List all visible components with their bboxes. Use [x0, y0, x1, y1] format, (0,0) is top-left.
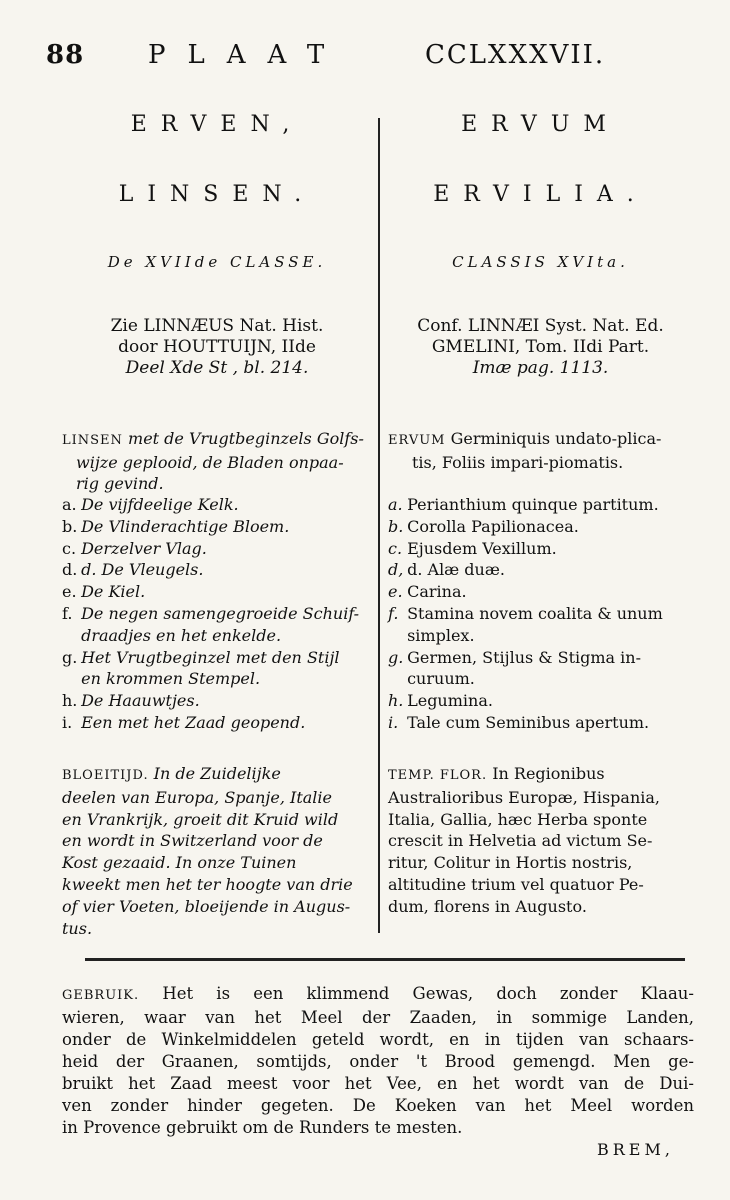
flowering-line: of vier Voeten, bloeijende in Augus- [62, 896, 351, 916]
class-heading-latin: CLASSIS XVIta. [452, 253, 629, 271]
flowering-line: en Vrankrijk, groeit dit Kruid wild [62, 809, 339, 829]
reference-latin [388, 316, 693, 379]
flowering-line: ritur, Colitur in Hortis nostris, [388, 853, 633, 873]
flowering-line: altitudine trium vel quatuor Pe- [388, 874, 644, 894]
reference-dutch [62, 316, 372, 379]
reference-line: Conf. LINNÆI Syst. Nat. Ed. [417, 316, 664, 336]
reference-line: GMELINI, Tom. IIdi Part. [431, 337, 650, 357]
usage-line: bruikt het Zaad meest voor het Vee, en het wordt van de Dui- [62, 1074, 694, 1093]
genus-desc-line: rig gevind. [76, 474, 164, 493]
flowering-line: Australioribus Europæ, Hispania, [388, 787, 660, 807]
parts-list-dutch [62, 494, 372, 734]
genus-heading-latin: ERVUM [461, 112, 620, 137]
list-item: g. Het Vrugtbeginzel met den Stijl [62, 647, 340, 667]
section-divider [85, 958, 685, 961]
list-item: i. Een met het Zaad geopend. [62, 712, 306, 732]
list-item: h. De Haauwtjes. [62, 691, 200, 711]
genus-desc-line: wijze geplooid, de Bladen onpaa- [76, 452, 344, 472]
list-item: a. De vijfdeelige Kelk. [62, 495, 239, 514]
usage-line: heid der Graanen, somtijds, onder 't Brood gemengd. Men ge- [62, 1052, 694, 1071]
genus-lead: ERVUM [388, 433, 446, 448]
reference-line: Deel Xde St , bl. 214. [125, 358, 309, 378]
genus-lead: LINSEN [62, 433, 123, 448]
list-item: h. Legumina. [388, 691, 493, 711]
list-item: c. Derzelver Vlag. [62, 538, 207, 558]
flowering-text-latin [388, 763, 693, 918]
page-number: 88 [46, 40, 85, 70]
list-item: i. Tale cum Seminibus apertum. [388, 712, 650, 732]
list-item: a. Perianthium quinque partitum. [388, 495, 659, 514]
list-item: g. Germen, Stijlus & Stigma in- [388, 647, 641, 667]
list-item: e. De Kiel. [62, 582, 146, 602]
list-item: simplex. [407, 625, 475, 645]
plate-word: PLAAT [148, 40, 347, 70]
genus-desc-line: tis, Foliis impari-piomatis. [412, 452, 624, 472]
list-item: d. d. De Vleugels. [62, 560, 204, 580]
reference-line: Zie LINNÆUS Nat. Hist. [110, 316, 324, 336]
reference-line: Imæ pag. 1113. [472, 358, 609, 378]
flowering-line: In de Zuidelijke [153, 764, 281, 783]
flowering-line: Italia, Gallia, hæc Herba sponte [388, 809, 648, 829]
usage-line: wieren, waar van het Meel der Zaaden, in sommige Landen, [62, 1008, 694, 1027]
flowering-line: en wordt in Switzerland voor de [62, 831, 323, 851]
usage-line: GEBRUIK. Het is een klimmend Gewas, doch zonder Klaau- [62, 984, 694, 1003]
usage-label: GEBRUIK. [62, 988, 140, 1003]
list-item: c. Ejusdem Vexillum. [388, 538, 557, 558]
genus-desc: Germiniquis undato-plica- [450, 429, 662, 448]
flowering-label: TEMP. FLOR. [388, 768, 488, 783]
flowering-line: dum, florens in Augusto. [388, 896, 587, 916]
list-item: draadjes en het enkelde. [81, 625, 282, 645]
flowering-line: Kost gezaaid. In onze Tuinen [62, 853, 297, 873]
usage-line: onder de Winkelmiddelen geteld wordt, en in tijden van schaars- [62, 1030, 694, 1049]
catchword: BREM, [597, 1140, 674, 1159]
usage-line: ven zonder hinder gegeten. De Koeken van het Meel worden [62, 1096, 694, 1115]
flowering-line: crescit in Helvetia ad victum Se- [388, 831, 653, 851]
flowering-label: BLOEITIJD. [62, 768, 149, 783]
list-item: b. De Vlinderachtige Bloem. [62, 516, 290, 536]
flowering-line: deelen van Europa, Spanje, Italie [62, 787, 332, 807]
species-heading-latin: ERVILIA. [433, 182, 648, 207]
list-item: f. De negen samengegroeide Schuif- [62, 603, 360, 623]
flowering-line: kweekt men het ter hoogte van drie [62, 874, 353, 894]
genus-heading-dutch: ERVEN, [130, 112, 304, 137]
list-item: d, d. Alæ duæ. [388, 560, 505, 580]
flowering-line: tus. [62, 918, 93, 938]
flowering-line: In Regionibus [492, 764, 605, 783]
genus-desc: met de Vrugtbeginzels Golfs- [128, 429, 364, 448]
list-item: en krommen Stempel. [81, 669, 261, 689]
flowering-text-dutch [62, 763, 372, 939]
class-heading-dutch: De XVIIde CLASSE. [107, 253, 327, 271]
column-divider [378, 118, 380, 933]
genus-description-latin [388, 428, 693, 473]
plate-number: CCLXXXVII. [425, 40, 606, 70]
genus-description-dutch [62, 428, 372, 495]
usage-paragraph [62, 983, 694, 1139]
list-item: f. Stamina novem coalita & unum [388, 603, 663, 623]
list-item: curuum. [407, 669, 475, 689]
list-item: b. Corolla Papilionacea. [388, 516, 579, 536]
species-heading-dutch: LINSEN. [118, 182, 316, 207]
parts-list-latin [388, 494, 693, 734]
usage-line: in Provence gebruikt om de Runders te mesten. [62, 1118, 463, 1137]
list-item: e. Carina. [388, 582, 467, 602]
reference-line: door HOUTTUIJN, IIde [118, 337, 316, 357]
